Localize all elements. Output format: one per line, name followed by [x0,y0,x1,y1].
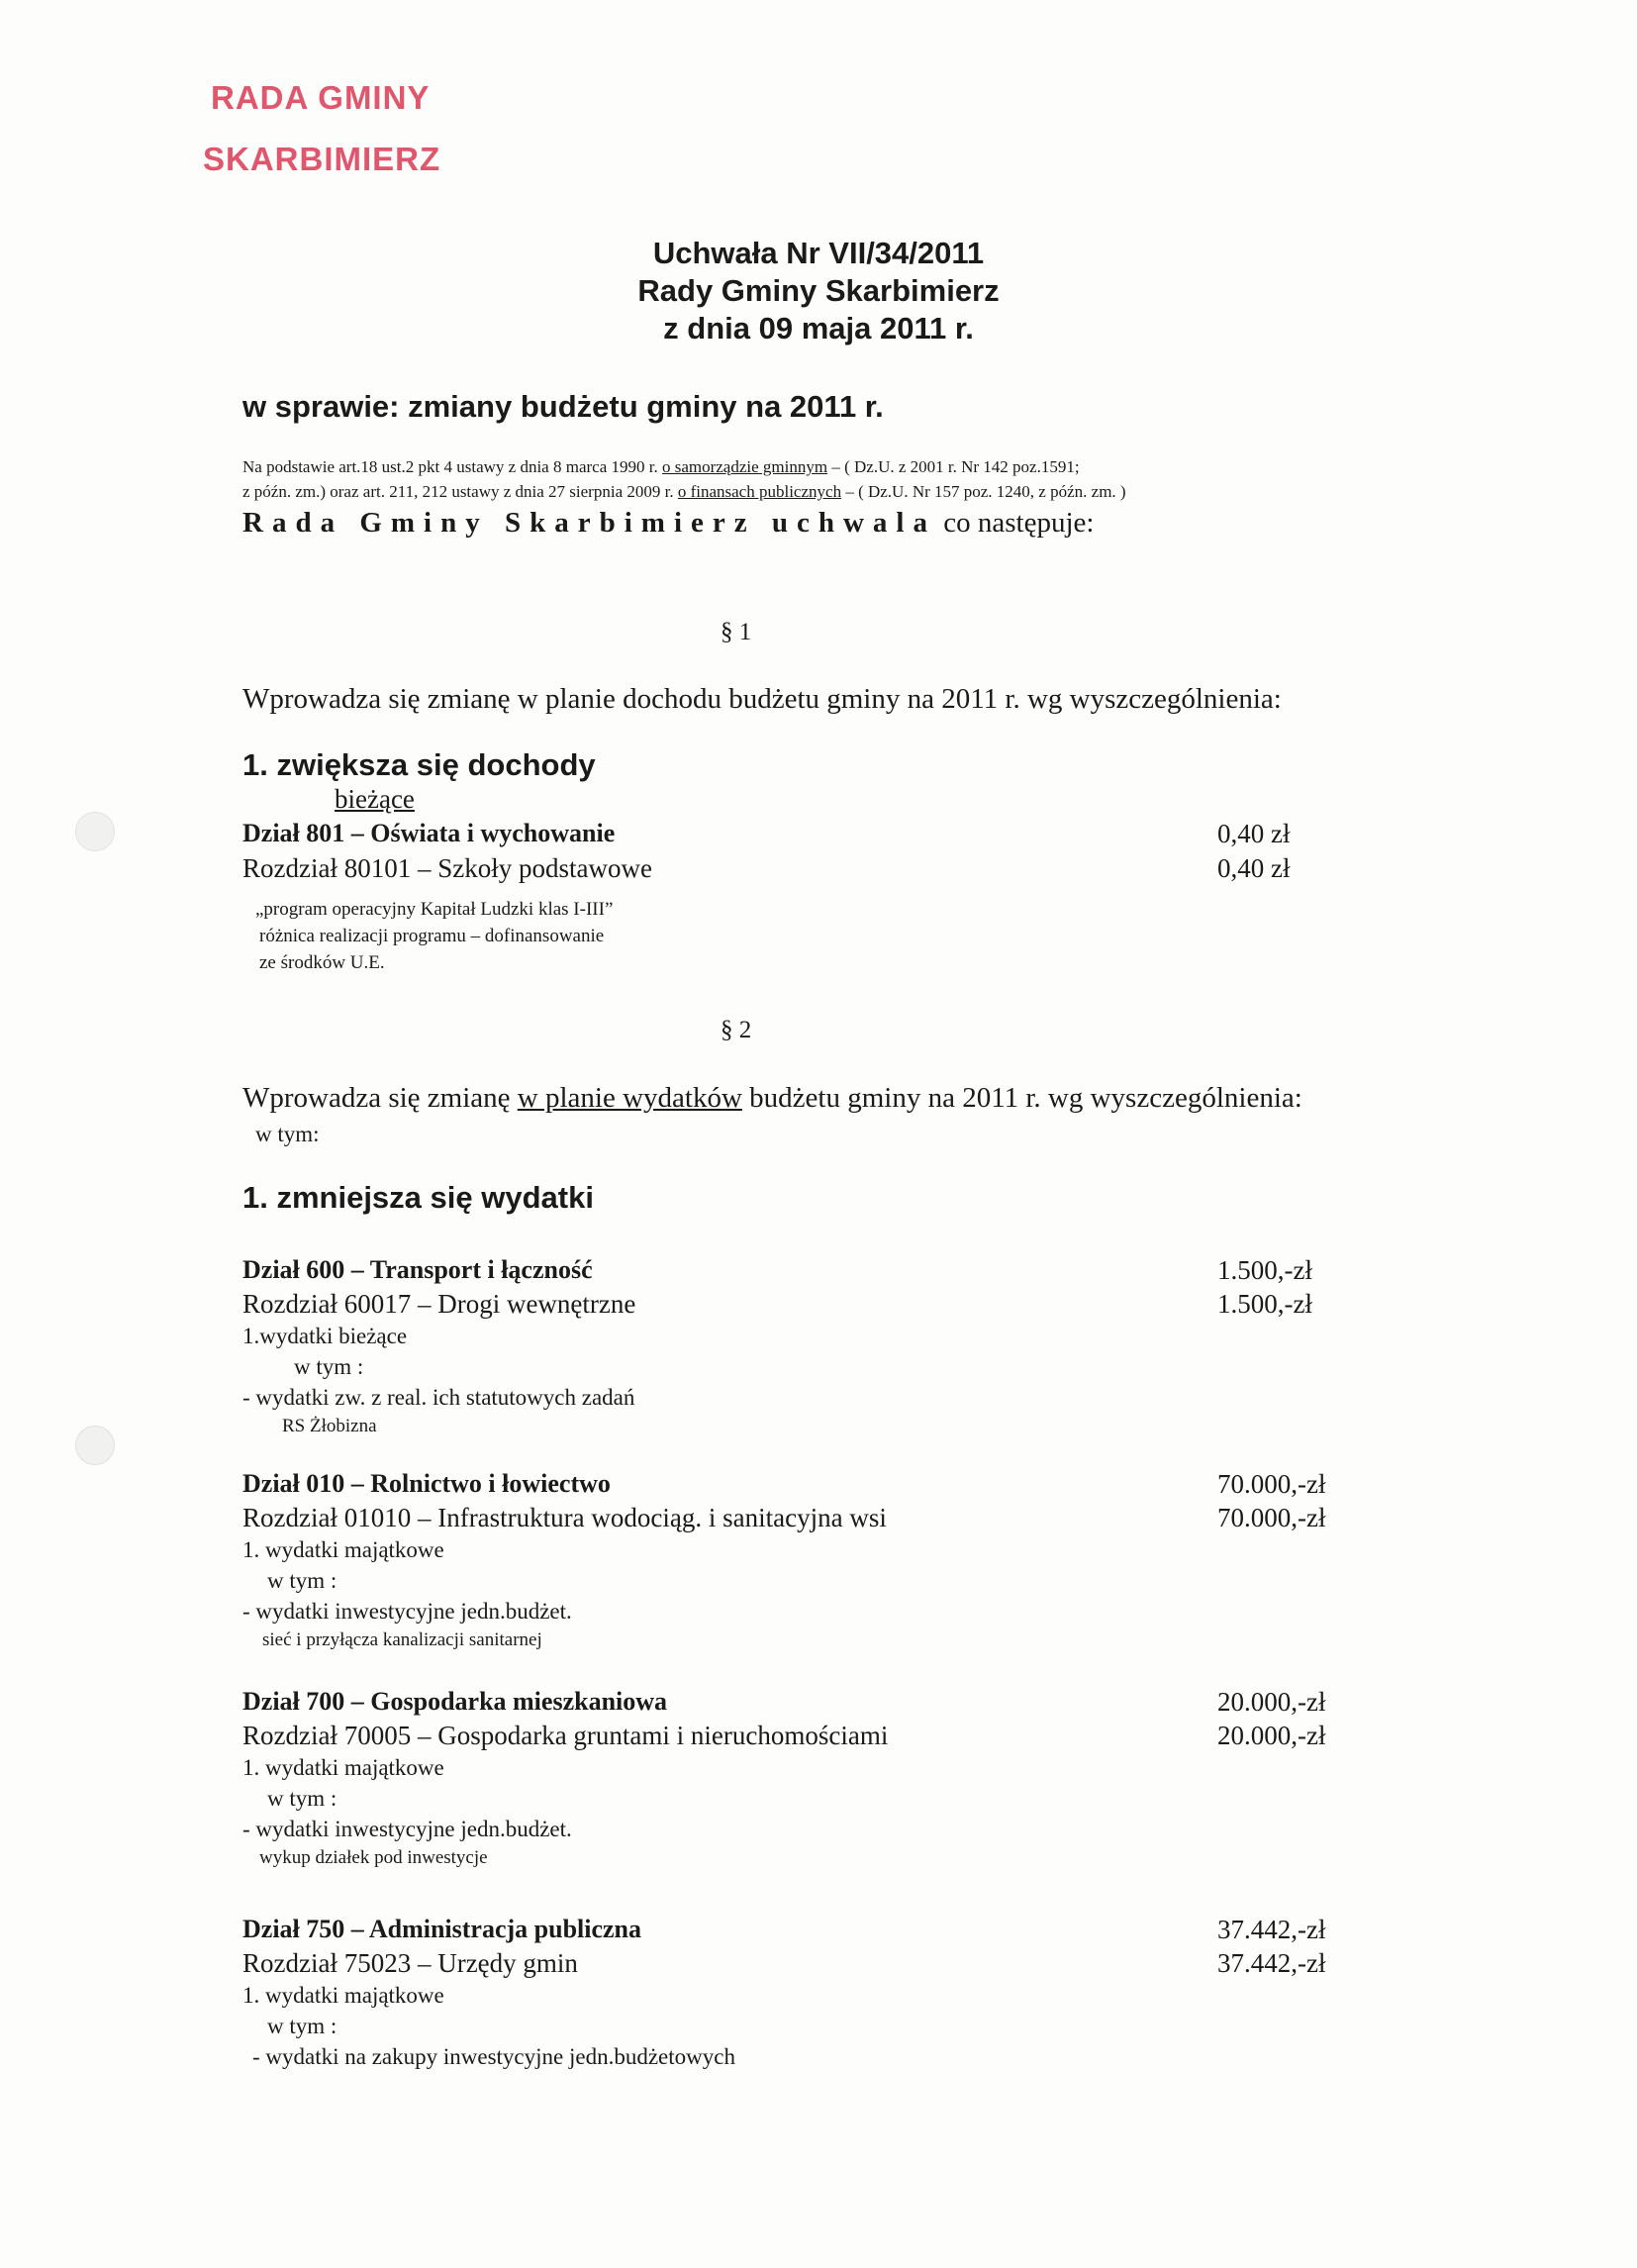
s2-sec4-type: 1. wydatki majątkowe [242,1983,444,2008]
s2-sec4-dzial: Dział 750 – Administracja publiczna [242,1915,642,1943]
s2-sec2-note: sieć i przyłącza kanalizacji sanitarnej [262,1629,542,1650]
s1-note-1: „program operacyjny Kapitał Ludzki klas I-III” [255,899,614,920]
council-name: Rady Gminy Skarbimierz [637,273,1000,308]
s1-intro: Wprowadza się zmianę w planie dochodu budżetu gminy na 2011 r. wg wyszczególnienia: [242,683,1282,715]
s2-sec3-rozdzial-amount: 20.000,-zł [1217,1721,1326,1750]
s2-sec4-item: - wydatki na zakupy inwestycyjne jedn.budżetowych [252,2044,735,2069]
legal-basis-line-2: z późn. zm.) oraz art. 211, 212 ustawy z dnia 27 sierpnia 2009 r. o finansach publicznych – ( Dz.U. Nr 157 poz. 1240, z późn. zm. ) [242,482,1126,501]
s2-sec4-wtym: w tym : [267,2014,337,2038]
s2-wtym: w tym: [255,1122,320,1146]
s2-sec3-dzial-amount: 20.000,-zł [1217,1687,1326,1717]
s1-note-3: ze środków U.E. [259,952,385,973]
s1-rozdzial: Rozdział 80101 – Szkoły podstawowe [242,853,652,883]
s2-sec2-dzial: Dział 010 – Rolnictwo i łowiectwo [242,1469,611,1498]
s2-sec1-note: RS Żłobizna [282,1416,377,1436]
resolution-number: Uchwała Nr VII/34/2011 [652,236,985,270]
punch-hole [75,1426,115,1465]
s2-sec2-type: 1. wydatki majątkowe [242,1537,444,1562]
s2-sec4-rozdzial: Rozdział 75023 – Urzędy gmin [242,1948,578,1978]
s2-sec1-wtym: w tym : [294,1354,364,1379]
s1-heading: 1. zwiększa się dochody [242,747,596,782]
law-link-local-government: o samorządzie gminnym [661,457,828,476]
s2-sec3-dzial: Dział 700 – Gospodarka mieszkaniowa [242,1687,668,1716]
s2-sec3-note: wykup działek pod inwestycje [259,1847,488,1868]
s2-sec1-rozdzial: Rozdział 60017 – Drogi wewnętrzne [242,1289,636,1319]
s2-sec3-rozdzial: Rozdział 70005 – Gospodarka gruntami i nieruchomościami [242,1721,889,1750]
s2-heading: 1. zmniejsza się wydatki [242,1180,594,1215]
s2-intro: Wprowadza się zmianę w planie wydatków budżetu gminy na 2011 r. wg wyszczególnienia: [242,1082,1302,1114]
s2-sec1-item: - wydatki zw. z real. ich statutowych zadań [242,1385,635,1410]
s2-sec2-dzial-amount: 70.000,-zł [1217,1469,1326,1499]
paragraph-1-mark: § 1 [721,619,752,645]
s2-sec4-dzial-amount: 37.442,-zł [1217,1915,1326,1944]
s2-sec3-item: - wydatki inwestycyjne jedn.budżet. [242,1817,572,1841]
s1-dzial: Dział 801 – Oświata i wychowanie [242,819,616,847]
s2-sec2-rozdzial: Rozdział 01010 – Infrastruktura wodociąg. i sanitacyjna wsi [242,1503,887,1532]
punch-hole [75,812,115,851]
s2-sec2-wtym: w tym : [267,1568,337,1593]
resolution-date: z dnia 09 maja 2011 r. [663,311,974,345]
s1-rozdzial-amount: 0,40 zł [1217,853,1291,883]
s2-sec1-type: 1.wydatki bieżące [242,1324,408,1348]
council-resolves: Rada Gminy Skarbimierz uchwala co następuje: [242,507,1095,539]
s2-sec2-item: - wydatki inwestycyjne jedn.budżet. [242,1599,572,1624]
s1-category: bieżące [335,784,415,814]
s2-sec3-type: 1. wydatki majątkowe [242,1755,444,1780]
s2-sec1-dzial: Dział 600 – Transport i łączność [242,1255,593,1284]
stamp-line-2: SKARBIMIERZ [203,141,441,177]
s1-note-2: różnica realizacji programu – dofinansowanie [259,926,605,946]
s2-sec2-rozdzial-amount: 70.000,-zł [1217,1503,1326,1532]
law-link-public-finance: o finansach publicznych [677,482,842,501]
subject: w sprawie: zmiany budżetu gminy na 2011 r. [242,389,884,424]
s2-sec4-rozdzial-amount: 37.442,-zł [1217,1948,1326,1978]
stamp-line-1: RADA GMINY [211,79,431,116]
s2-sec1-rozdzial-amount: 1.500,-zł [1217,1289,1312,1319]
s2-sec3-wtym: w tym : [267,1786,337,1811]
legal-basis-line-1: Na podstawie art.18 ust.2 pkt 4 ustawy z dnia 8 marca 1990 r. o samorządzie gminnym – ( Dz.U. z 2001 r. Nr 142 poz.1591; [242,457,1080,476]
s1-dzial-amount: 0,40 zł [1217,819,1291,848]
paragraph-2-mark: § 2 [721,1017,752,1043]
s2-sec1-dzial-amount: 1.500,-zł [1217,1255,1312,1285]
